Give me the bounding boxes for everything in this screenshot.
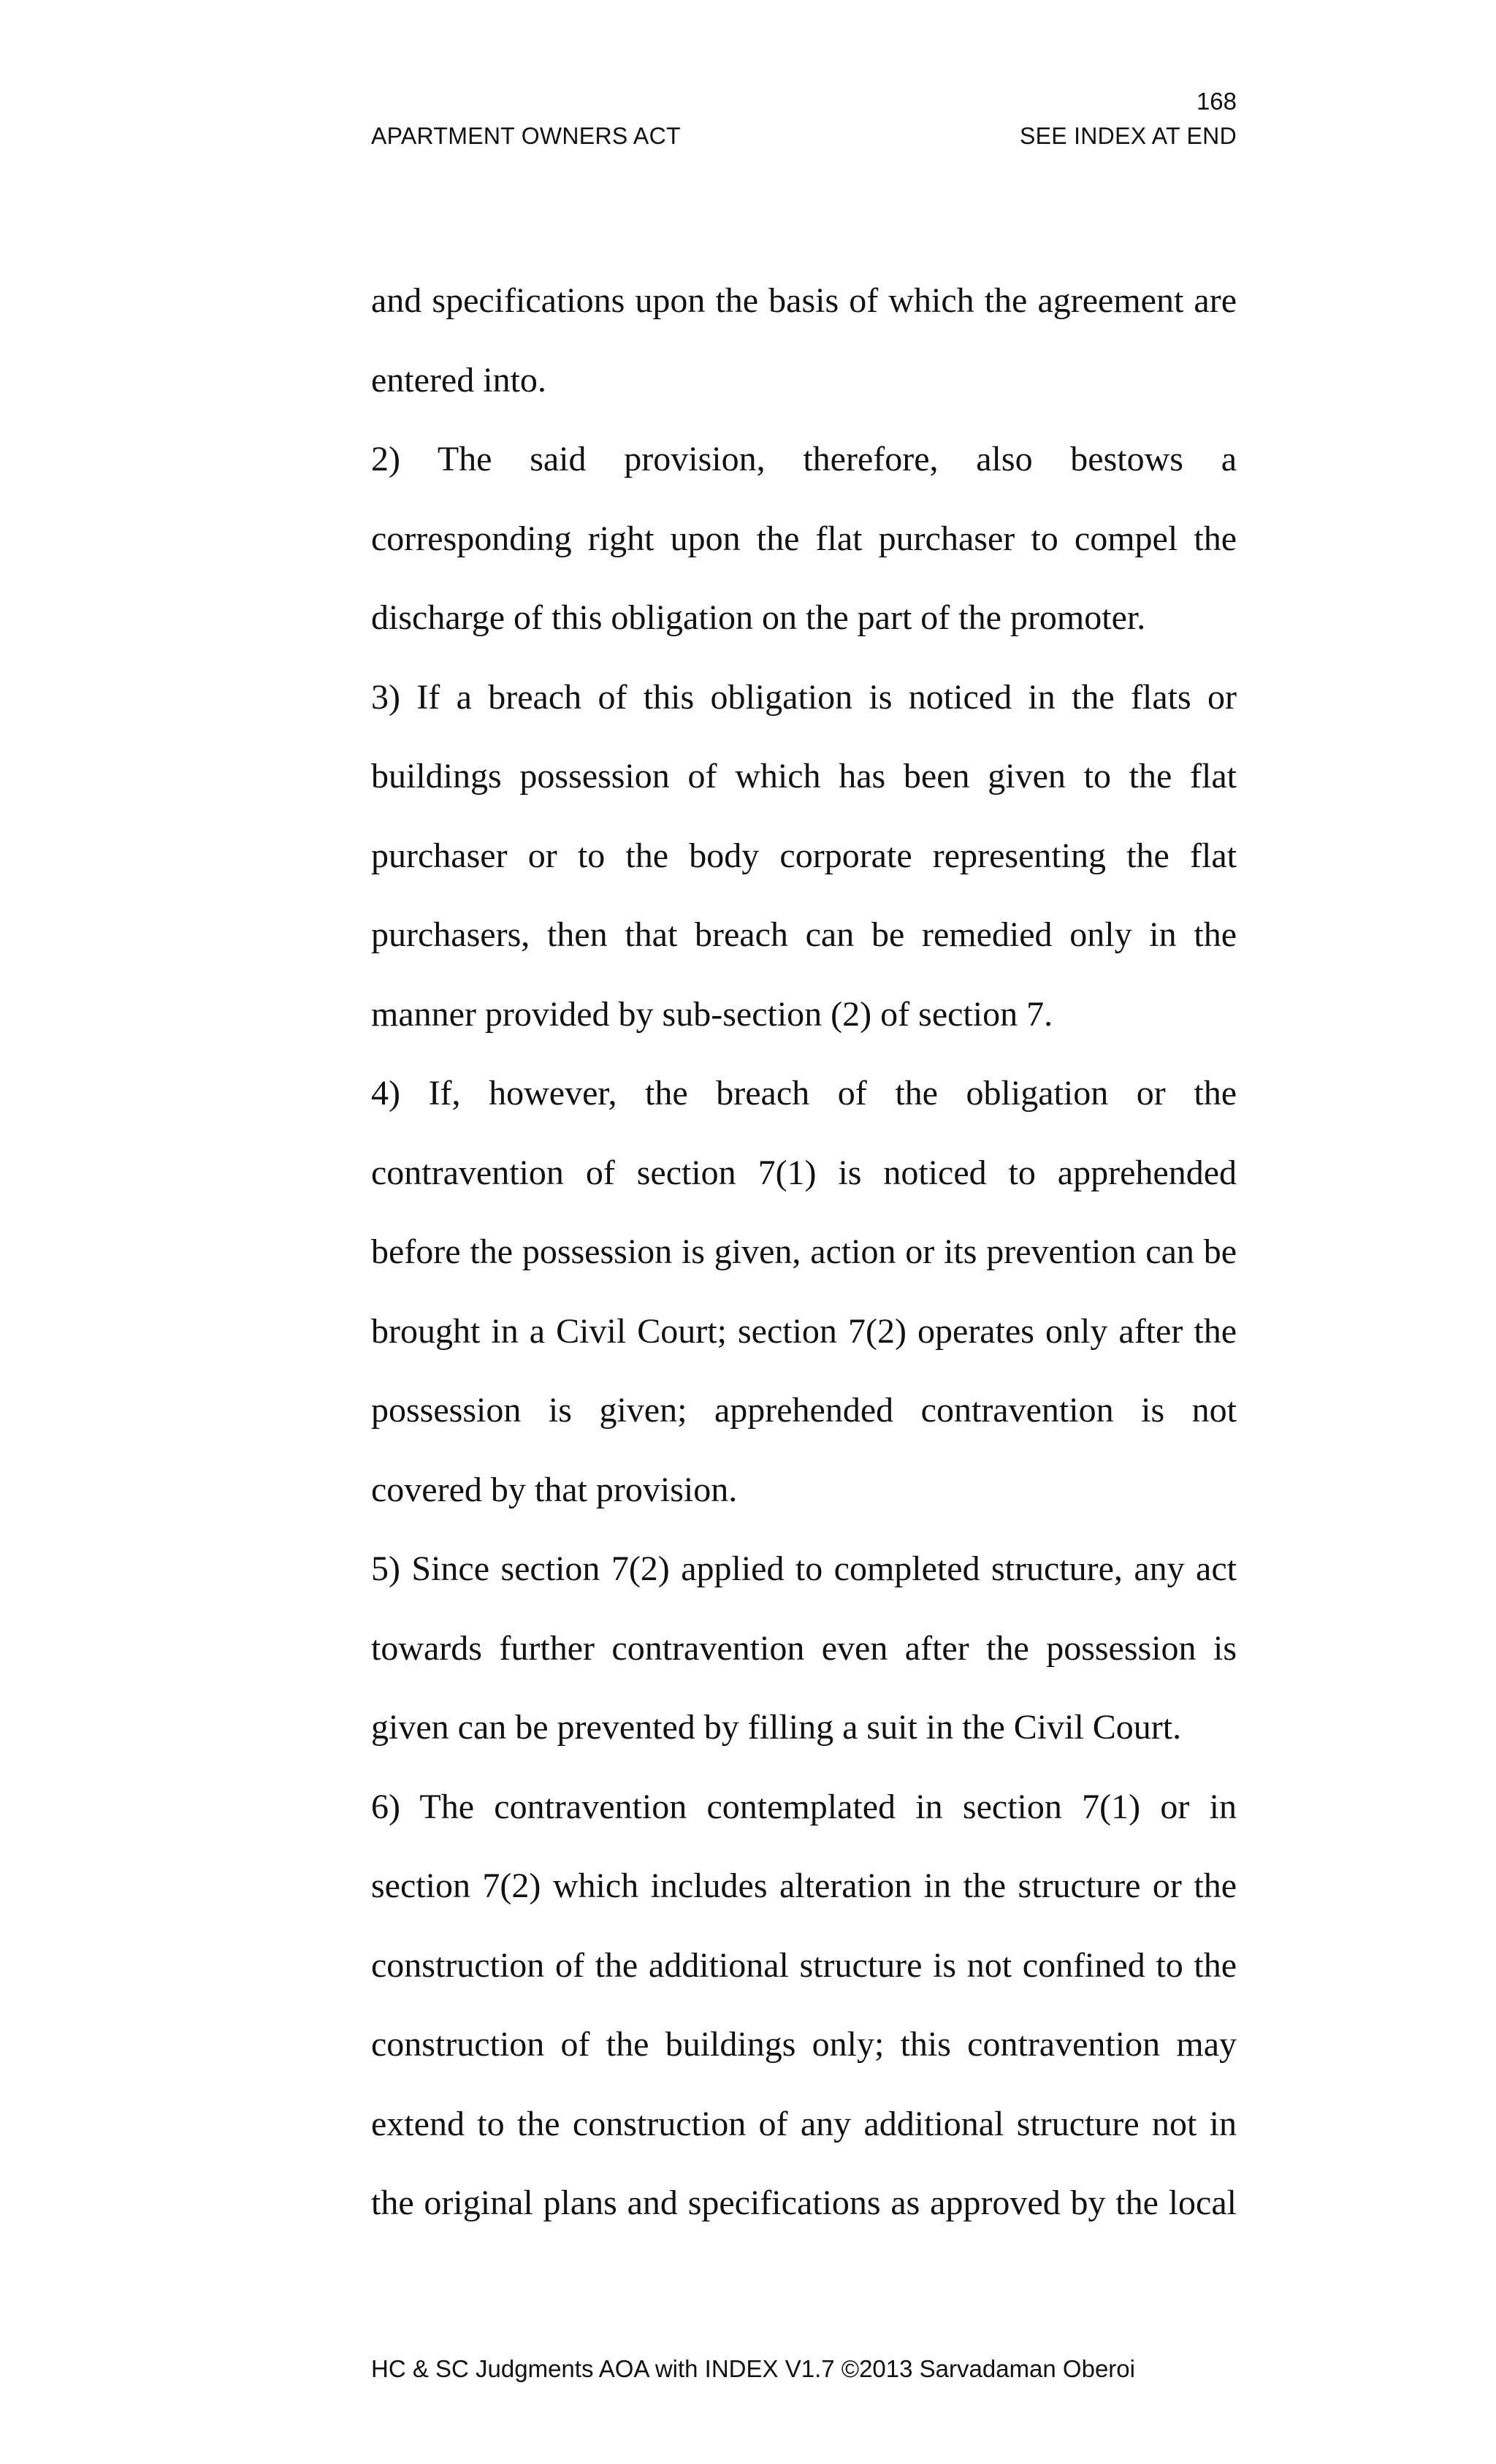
footer-credit: HC & SC Judgments AOA with INDEX V1.7 ©2013 Sarvadaman Oberoi bbox=[371, 2355, 1135, 2382]
paragraph-point-2: 2) The said provision, therefore, also bestows a corresponding right upon the flat purchaser to compel the discharge of this obligation on the part of the promoter. bbox=[371, 440, 1237, 637]
paragraph-point-3: 3) If a breach of this obligation is noticed in the flats or buildings possession of which has been given to the flat purchaser or to the body corporate representing the flat purchasers, then that breach can be remedied only in the manner provided by sub-section (2) of section 7. bbox=[371, 677, 1237, 1034]
paragraph-point-6: 6) The contravention contemplated in section 7(1) or in section 7(2) which includes alteration in the structure or the construction of the additional structure is not confined to the construction of the buildings only; this contravention may extend to the construction of any additional structure not in the original plans and specifications as approved by the local bbox=[371, 1787, 1237, 2222]
paragraph-point-5: 5) Since section 7(2) applied to completed structure, any act towards further contravention even after the possession is given can be prevented by filling a suit in the Civil Court. bbox=[371, 1549, 1237, 1747]
running-header bbox=[371, 124, 1237, 148]
header-index-note: SEE INDEX AT END bbox=[1019, 123, 1237, 149]
paragraph-point-4: 4) If, however, the breach of the obligation or the contravention of section 7(1) is noticed to apprehended before the possession is given, action or its prevention can be brought in a Civil Court; section 7(2) operates only after the possession is given; apprehended contravention is not covered by that provision. bbox=[371, 1074, 1237, 1509]
page-number: 168 bbox=[1196, 88, 1237, 115]
header-title: APARTMENT OWNERS ACT bbox=[371, 123, 681, 149]
body-text bbox=[371, 262, 1237, 2243]
paragraph-continuation: and specifications upon the basis of which the agreement are entered into. bbox=[371, 281, 1237, 400]
